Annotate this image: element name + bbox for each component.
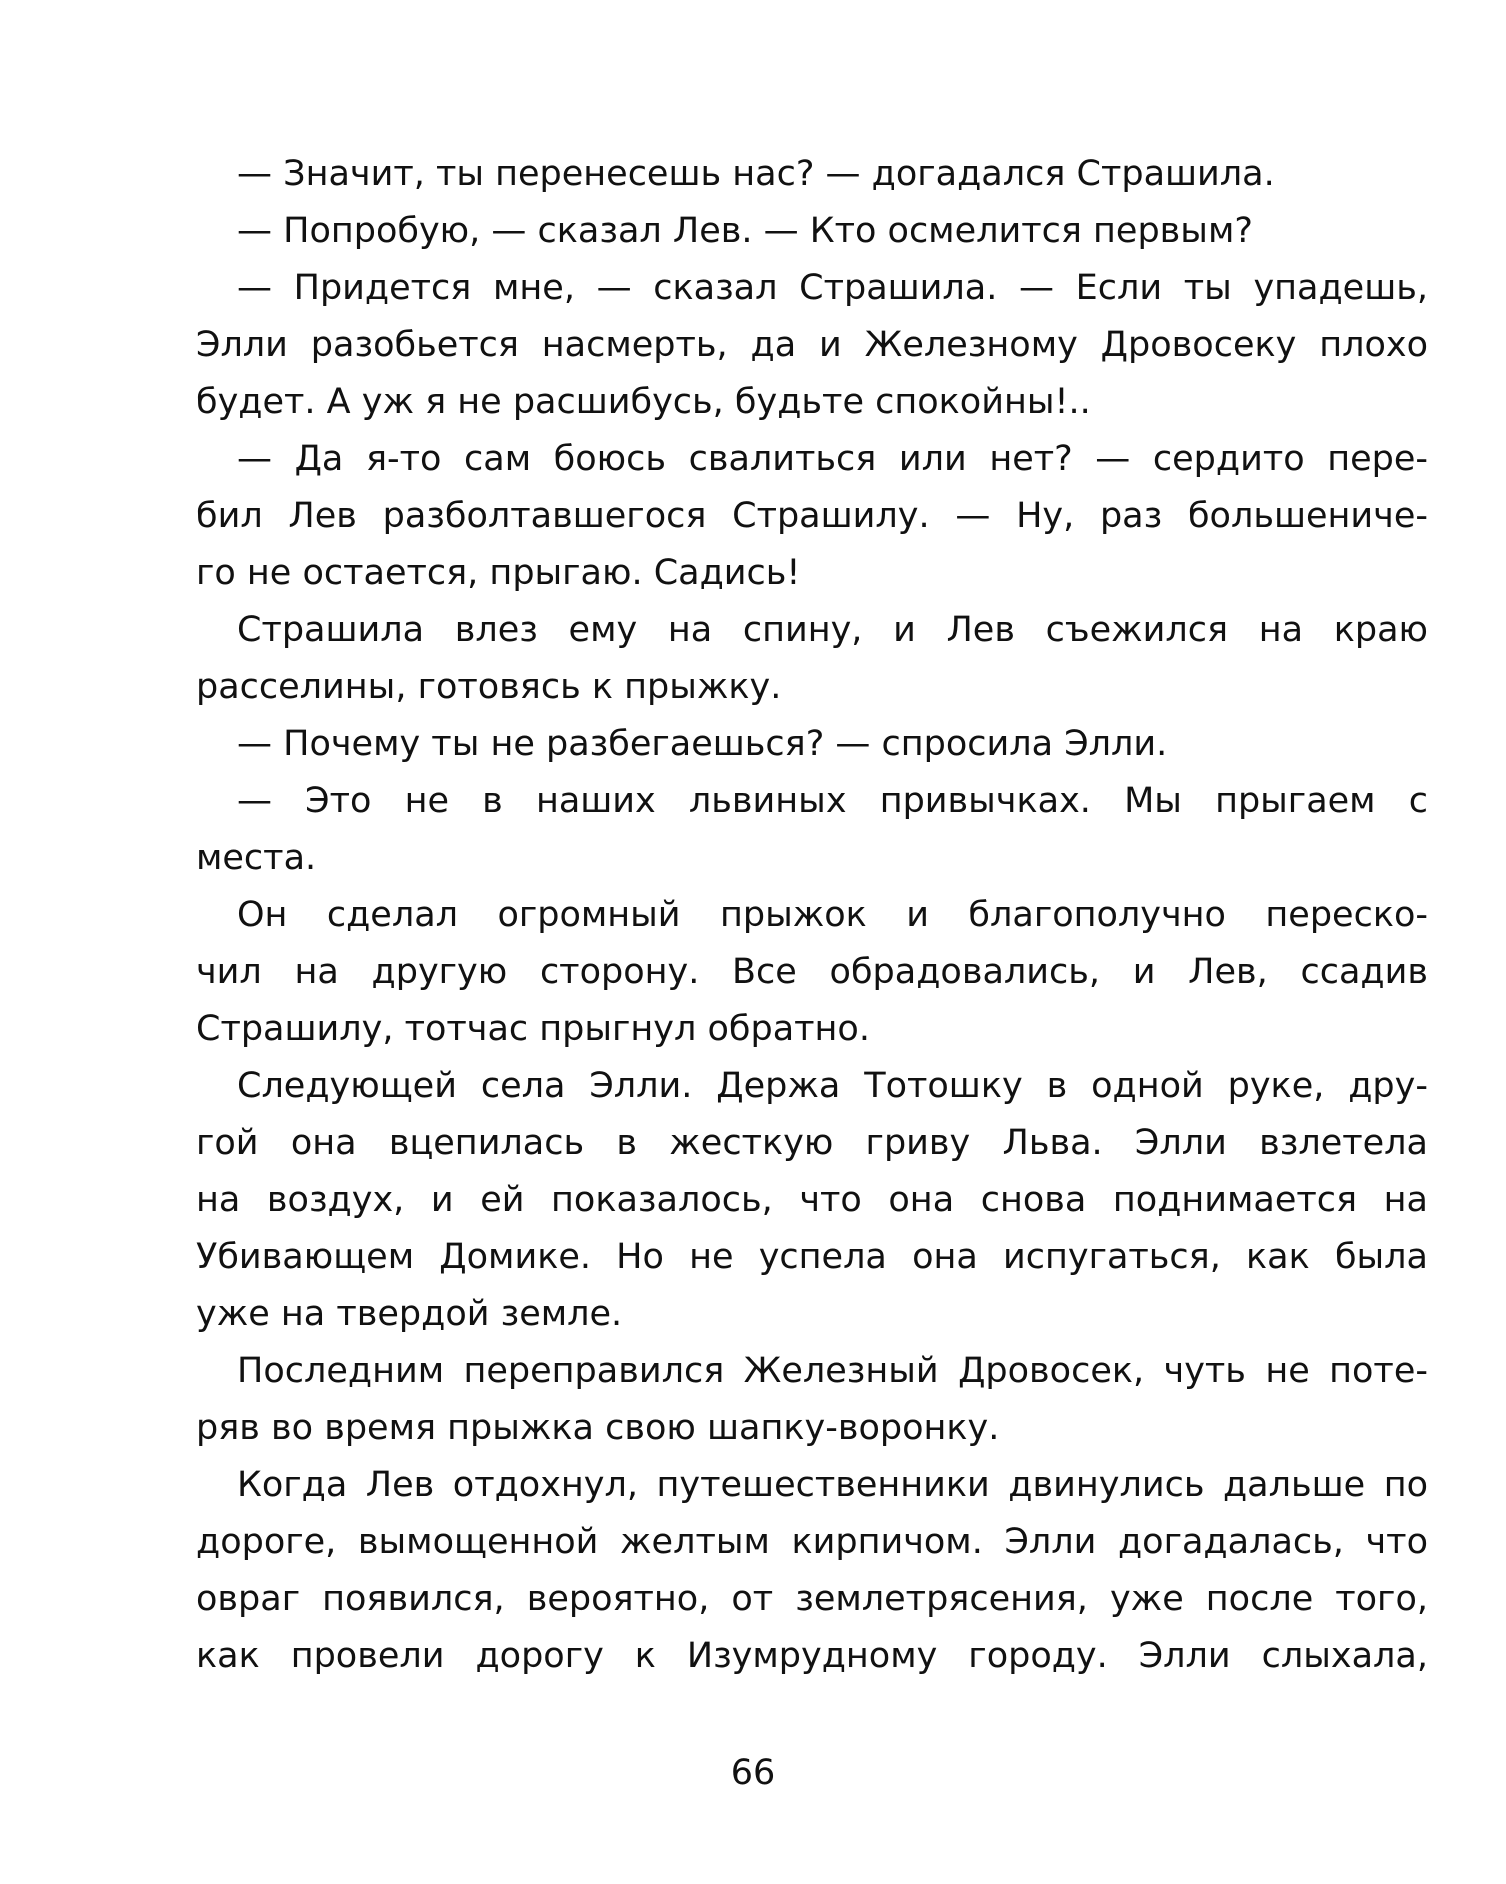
page-number: 66 — [730, 1753, 776, 1793]
text-line: — Придется мне, — сказал Страшила. — Если ты упадешь, — [237, 268, 1428, 308]
text-line: овраг появился, вероятно, от землетрясения, уже после того, — [196, 1579, 1428, 1619]
text-line: бил Лев разболтавшегося Страшилу. — Ну, раз большениче- — [196, 496, 1428, 536]
text-line: уже на твердой земле. — [196, 1294, 623, 1334]
text-line: как провели дорогу к Изумрудному городу. Элли слыхала, — [196, 1636, 1428, 1676]
body-text — [196, 146, 1428, 1685]
text-line: расселины, готовясь к прыжку. — [196, 667, 782, 707]
text-line: го не остается, прыгаю. Садись! — [196, 553, 801, 593]
text-line: Убивающем Домике. Но не успела она испугаться, как была — [196, 1237, 1428, 1277]
text-line: чил на другую сторону. Все обрадовались, и Лев, ссадив — [196, 952, 1428, 992]
text-line: будет. А уж я не расшибусь, будьте спокойны!.. — [196, 382, 1091, 422]
text-line: места. — [196, 838, 317, 878]
text-line: Следующей села Элли. Держа Тотошку в одной руке, дру- — [237, 1066, 1428, 1106]
text-line: — Значит, ты перенесешь нас? — догадался Страшила. — [237, 154, 1275, 194]
text-line: дороге, вымощенной желтым кирпичом. Элли догадалась, что — [196, 1522, 1428, 1562]
text-line: гой она вцепилась в жесткую гриву Льва. Элли взлетела — [196, 1123, 1428, 1163]
text-line: Он сделал огромный прыжок и благополучно переско- — [237, 895, 1428, 935]
text-line: Страшилу, тотчас прыгнул обратно. — [196, 1009, 870, 1049]
text-line: Когда Лев отдохнул, путешественники двинулись дальше по — [237, 1465, 1428, 1505]
text-line: — Попробую, — сказал Лев. — Кто осмелится первым? — [237, 211, 1253, 251]
text-line: ряв во время прыжка свою шапку-воронку. — [196, 1408, 1000, 1448]
text-line: Элли разобьется насмерть, да и Железному Дровосеку плохо — [196, 325, 1428, 365]
text-line: Последним переправился Железный Дровосек, чуть не поте- — [237, 1351, 1428, 1391]
text-line: — Да я-то сам боюсь свалиться или нет? — сердито пере- — [237, 439, 1428, 479]
text-line: на воздух, и ей показалось, что она снова поднимается на — [196, 1180, 1428, 1220]
text-line: — Это не в наших львиных привычках. Мы прыгаем с — [237, 781, 1428, 821]
text-line: Страшила влез ему на спину, и Лев съежился на краю — [237, 610, 1428, 650]
text-line: — Почему ты не разбегаешься? — спросила Элли. — [237, 724, 1168, 764]
